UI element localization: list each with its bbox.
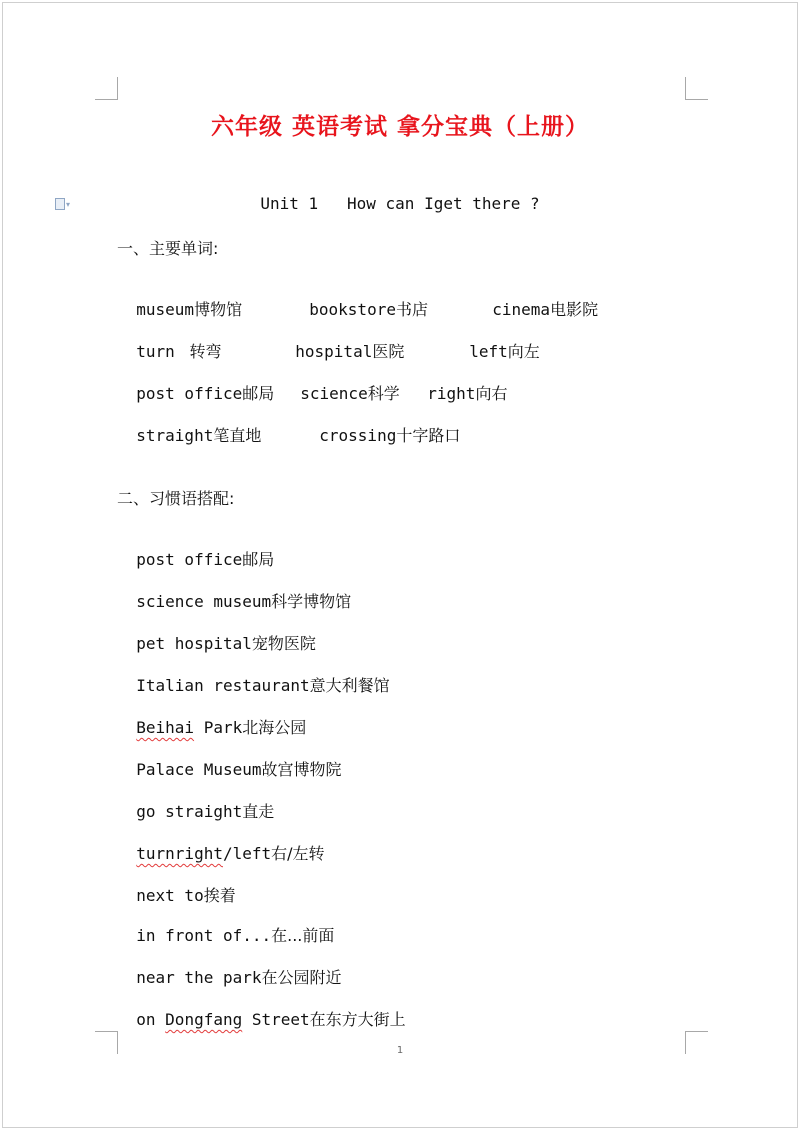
phrase-zh: 右/左转 [271, 844, 325, 863]
vocab-en: museum [136, 300, 195, 319]
margin-mark-top-right [685, 77, 708, 100]
vocab-zh: 邮局 [242, 384, 275, 403]
vocab-en: post office [136, 384, 243, 403]
vocab-zh: 笔直地 [213, 426, 262, 445]
phrase-item [117, 988, 406, 1030]
vocab-zh: 向右 [475, 384, 508, 403]
phrase-zh: 科学博物馆 [271, 592, 352, 611]
vocab-row [117, 404, 261, 446]
phrase-en: on [136, 1010, 166, 1029]
phrase-en: go straight [136, 802, 243, 821]
unit-heading: Unit 1 How can Iget there ? [260, 194, 540, 213]
vocab-en: crossing [319, 426, 397, 445]
phrase-en: /left [222, 844, 272, 863]
vocab-zh: 博物馆 [194, 300, 243, 319]
phrase-en: next to [136, 886, 204, 905]
phrase-zh: 宠物医院 [251, 634, 316, 653]
vocab-en: cinema [492, 300, 551, 319]
phrase-en: science museum [136, 592, 272, 611]
vocab-en: bookstore [309, 300, 396, 319]
vocab-zh: 书店 [395, 300, 428, 319]
phrase-item [117, 570, 351, 612]
vocab-en: science [300, 384, 368, 403]
vocab-zh: 电影院 [550, 300, 599, 319]
document-title: 六年级 英语考试 拿分宝典（上册） [210, 114, 589, 140]
phrase-zh: 在...前面 [271, 926, 335, 945]
vocab-zh: 向左 [507, 342, 540, 361]
phrase-en: Park [194, 718, 243, 737]
vocab-row [450, 320, 540, 362]
vocab-zh: 十字路口 [396, 426, 461, 445]
spellcheck-word[interactable]: Beihai [136, 718, 195, 737]
phrase-zh: 挨着 [203, 886, 236, 905]
spellcheck-word[interactable]: Dongfang [165, 1010, 243, 1029]
section1-heading: 一、主要单词: [117, 239, 219, 258]
phrase-item [117, 780, 274, 822]
margin-mark-top-left [95, 77, 118, 100]
phrase-zh: 意大利餐馆 [309, 676, 390, 695]
phrase-item [117, 696, 306, 738]
phrase-en: near the park [136, 968, 262, 987]
page-number: 1 [396, 1045, 404, 1056]
vocab-row [300, 404, 460, 446]
phrase-item [117, 738, 342, 780]
phrase-zh: 在公园附近 [261, 968, 342, 987]
vocab-row [276, 320, 404, 362]
vocab-en: straight [136, 426, 214, 445]
vocab-row [117, 320, 222, 362]
vocab-row [408, 362, 507, 404]
phrase-item [117, 528, 274, 570]
phrase-en: in front of... [136, 926, 272, 945]
phrase-zh: 故宫博物院 [261, 760, 342, 779]
vocab-en: hospital [295, 342, 373, 361]
phrase-item [117, 612, 316, 654]
vocab-zh: 医院 [372, 342, 405, 361]
phrase-en: pet hospital [136, 634, 252, 653]
phrase-item [117, 822, 325, 864]
phrase-zh: 邮局 [242, 550, 275, 569]
vocab-zh: 科学 [367, 384, 400, 403]
vocab-row [117, 278, 242, 320]
spellcheck-word[interactable]: turnright [136, 844, 223, 863]
phrase-item [117, 864, 236, 906]
phrase-zh: 北海公园 [242, 718, 307, 737]
vocab-zh: 转弯 [184, 342, 222, 361]
vocab-en: right [427, 384, 476, 403]
phrase-zh: 直走 [242, 802, 275, 821]
phrase-zh: 在东方大街上 [309, 1010, 406, 1029]
phrase-en: Street [242, 1010, 310, 1029]
vocab-en: left [469, 342, 508, 361]
phrase-en: post office [136, 550, 243, 569]
phrase-item [117, 946, 342, 988]
phrase-item [117, 904, 334, 946]
phrase-item [117, 654, 390, 696]
vocab-en: turn [136, 342, 185, 361]
vocab-row [473, 278, 598, 320]
vocab-row [117, 362, 274, 404]
phrase-en: Palace Museum [136, 760, 262, 779]
vocab-row [281, 362, 400, 404]
phrase-en: Italian restaurant [136, 676, 310, 695]
paragraph-anchor-icon[interactable]: ▾ [55, 198, 73, 210]
section2-heading: 二、习惯语搭配: [117, 489, 235, 508]
vocab-row [290, 278, 428, 320]
